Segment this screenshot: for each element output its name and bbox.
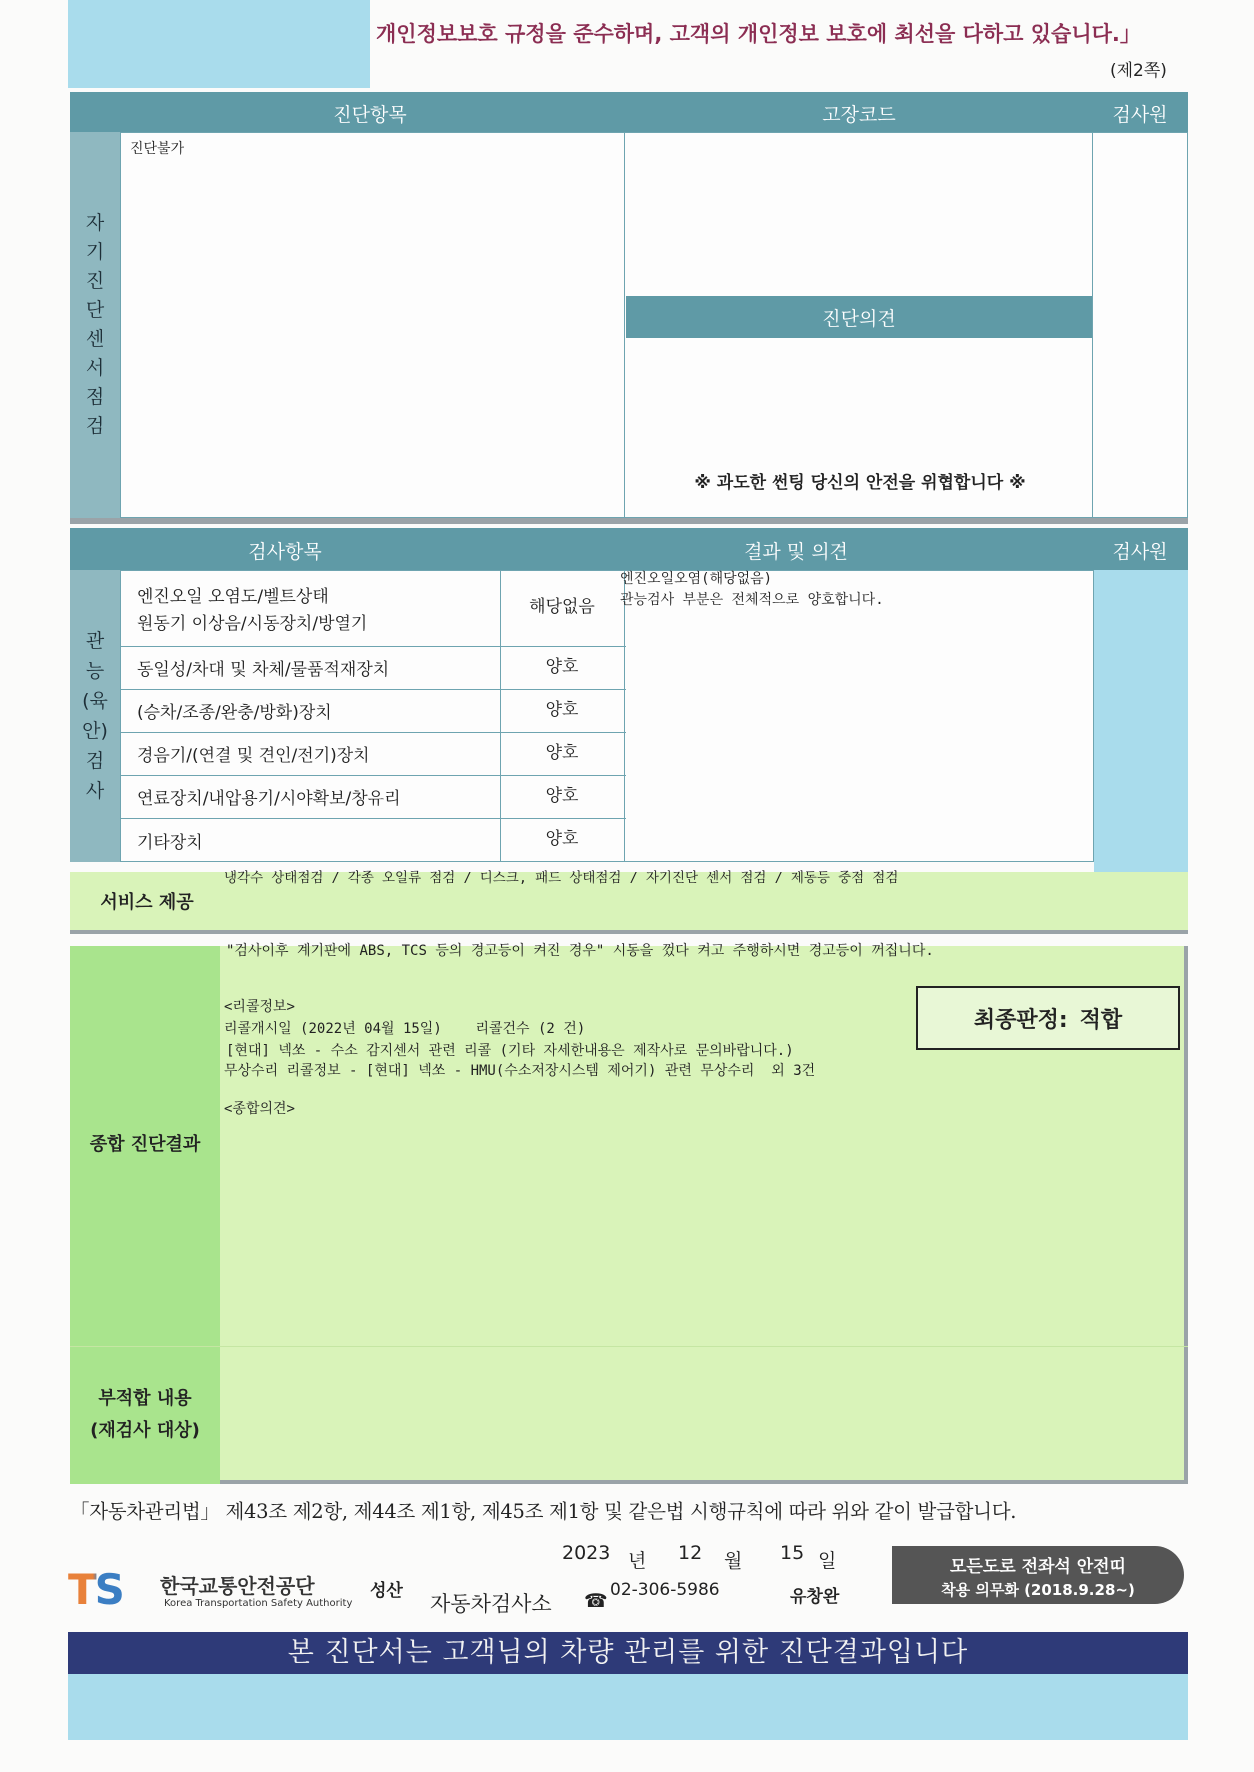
overall-label: 종합 진단결과 [89, 1134, 201, 1155]
inspector-name: 유창완 [790, 1587, 840, 1607]
inspection-item-name [137, 818, 497, 862]
tinting-warning: ※ 과도한 썬팅 당신의 안전을 위협합니다 ※ [694, 473, 1026, 493]
visual-inspection-side-char: 관 [85, 630, 105, 652]
self-diagnosis-side-char: 점 [85, 386, 105, 408]
self-diagnosis-side-char: 기 [85, 241, 105, 263]
org-name-en: Korea Transportation Safety Authority [164, 1598, 353, 1609]
inspection-item-name-line1: 엔진오일 오염도/벨트상태 [137, 587, 329, 607]
footer-banner: 본 진단서는 고객님의 차량 관리를 위한 진단결과입니다 [68, 1632, 1188, 1674]
self-diagnosis-side-char: 진 [85, 270, 105, 292]
inspection-item-name [137, 689, 497, 732]
date-day: 15 [780, 1542, 805, 1564]
divider [624, 132, 625, 518]
visual-opinion-line1: 엔진오일오염(해당없음) [620, 571, 773, 587]
self-diagnosis-header-item: 진단항목 [333, 104, 407, 126]
recall-line3: 무상수리 리콜정보 - [현대] 넥쏘 - HMU(수소저장시스템 제어기) 관련 무상수리 외 3건 [224, 1063, 816, 1079]
recall-title: <리콜정보> [224, 999, 295, 1015]
visual-inspection-side-char: (육 [82, 690, 108, 712]
nonconform-label-line2: (재검사 대상) [90, 1420, 200, 1441]
visual-inspection-side-char: 사 [85, 780, 105, 802]
seatbelt-badge-line2: 착용 의무화 (2018.9.28~) [941, 1581, 1135, 1599]
visual-header-inspector: 검사원 [1112, 541, 1168, 563]
date-month-unit: 월 [724, 1550, 743, 1572]
visual-inspection-side-char: 능 [85, 660, 105, 682]
final-verdict-box [916, 986, 1180, 1050]
section-shadow [70, 518, 1188, 524]
ts-logo-letters: TS [68, 1565, 123, 1614]
ts-logo [68, 1565, 154, 1614]
date-month: 12 [678, 1542, 703, 1564]
self-diagnosis-side-char: 검 [85, 415, 105, 437]
self-diagnosis-side-label [70, 132, 120, 518]
phone-icon: ☎ [584, 1590, 608, 1612]
final-verdict-label: 최종판정: [973, 1007, 1068, 1033]
warning-light-note: "검사이후 계기판에 ABS, TCS 등의 경고등이 켜진 경우" 시동을 껐다 켜고 주행하시면 경고등이 꺼집니다. [226, 943, 934, 959]
visual-header-item: 검사항목 [248, 541, 322, 563]
phone-number: 02-306-5986 [610, 1580, 720, 1600]
visual-inspection-side-label [70, 570, 120, 862]
visual-inspector-cell [1094, 570, 1188, 872]
inspection-item-name [137, 570, 497, 646]
inspection-item-result: 양호 [545, 829, 579, 849]
seatbelt-badge-line1: 모든도로 전좌석 안전띠 [949, 1557, 1127, 1577]
inspection-item-result: 양호 [545, 700, 579, 720]
divider [1092, 132, 1093, 518]
visual-inspection-side-char: 검 [85, 750, 105, 772]
date-year: 2023 [562, 1542, 611, 1564]
inspection-item-name-line1: 연료장치/내압용기/시야확보/창유리 [137, 789, 401, 809]
bottom-light-blue-block [68, 1674, 1188, 1740]
self-diagnosis-side-char: 서 [85, 357, 105, 379]
top-light-blue-block [68, 0, 370, 88]
inspection-item-name-line2: 원동기 이상음/시동장치/방열기 [137, 614, 368, 634]
recall-line2: [현대] 넥쏘 - 수소 감지센서 관련 리콜 (기타 자세한내용은 제작사로 문의바랍니다.) [226, 1043, 794, 1059]
self-diagnosis-header-code: 고장코드 [822, 104, 896, 126]
date-day-unit: 일 [818, 1550, 837, 1572]
inspection-item-name [137, 775, 497, 818]
visual-inspection-side-char: 안) [82, 720, 108, 742]
org-name-ko: 한국교통안전공단 [160, 1574, 315, 1598]
visual-opinion-line2: 관능검사 부분은 전체적으로 양호합니다. [620, 592, 884, 608]
privacy-notice: 개인정보보호 규정을 준수하며, 고객의 개인정보 보호에 최선을 다하고 있습니다.」 [376, 22, 1141, 46]
inspection-item-name [137, 646, 497, 689]
date-year-unit: 년 [628, 1550, 647, 1572]
branch-name: 성산 [370, 1581, 403, 1601]
recall-line1: 리콜개시일 (2022년 04월 15일) 리콜건수 (2 건) [224, 1021, 586, 1037]
inspection-item-name-line1: 동일성/차대 및 차체/물품적재장치 [137, 660, 390, 680]
visual-header-result: 결과 및 의견 [744, 541, 848, 563]
nonconform-label-line1: 부적합 내용 [98, 1388, 192, 1409]
inspection-item-result: 양호 [545, 743, 579, 763]
legal-text: 「자동차관리법」 제43조 제2항, 제44조 제1항, 제45조 제1항 및 같은법 시행규칙에 따라 위와 같이 발급합니다. [70, 1500, 1017, 1523]
inspection-item-name [137, 732, 497, 775]
inspection-item-name-line1: (승차/조종/완충/방화)장치 [137, 703, 332, 723]
overall-opinion-title: <종합의견> [224, 1101, 295, 1117]
self-diagnosis-side-char: 단 [85, 299, 105, 321]
final-verdict-value: 적합 [1079, 1007, 1123, 1033]
nonconform-divider [70, 1346, 1188, 1347]
inspection-item-name-line1: 기타장치 [137, 832, 203, 853]
inspection-item-name-line1: 경음기/(연결 및 견인/전기)장치 [137, 746, 370, 766]
inspection-item-result: 양호 [545, 657, 579, 677]
diagnosis-item-value: 진단불가 [130, 141, 185, 157]
inspection-item-result: 해당없음 [529, 597, 595, 617]
inspection-item-result: 양호 [545, 786, 579, 806]
self-diagnosis-header-inspector: 검사원 [1112, 104, 1168, 126]
seatbelt-badge [892, 1546, 1184, 1604]
self-diagnosis-side-char: 자 [85, 212, 105, 234]
service-text: 냉각수 상태점검 / 각종 오일류 점검 / 디스크, 패드 상태점검 / 자기진단 센서 점검 / 제동등 중점 점검 [224, 870, 899, 886]
diagnosis-opinion-header: 진단의견 [626, 296, 1092, 338]
page-label: (제2쪽) [1110, 61, 1167, 81]
self-diagnosis-side-char: 센 [85, 328, 105, 350]
station-name: 자동차검사소 [430, 1592, 552, 1616]
service-label: 서비스 제공 [100, 892, 194, 913]
